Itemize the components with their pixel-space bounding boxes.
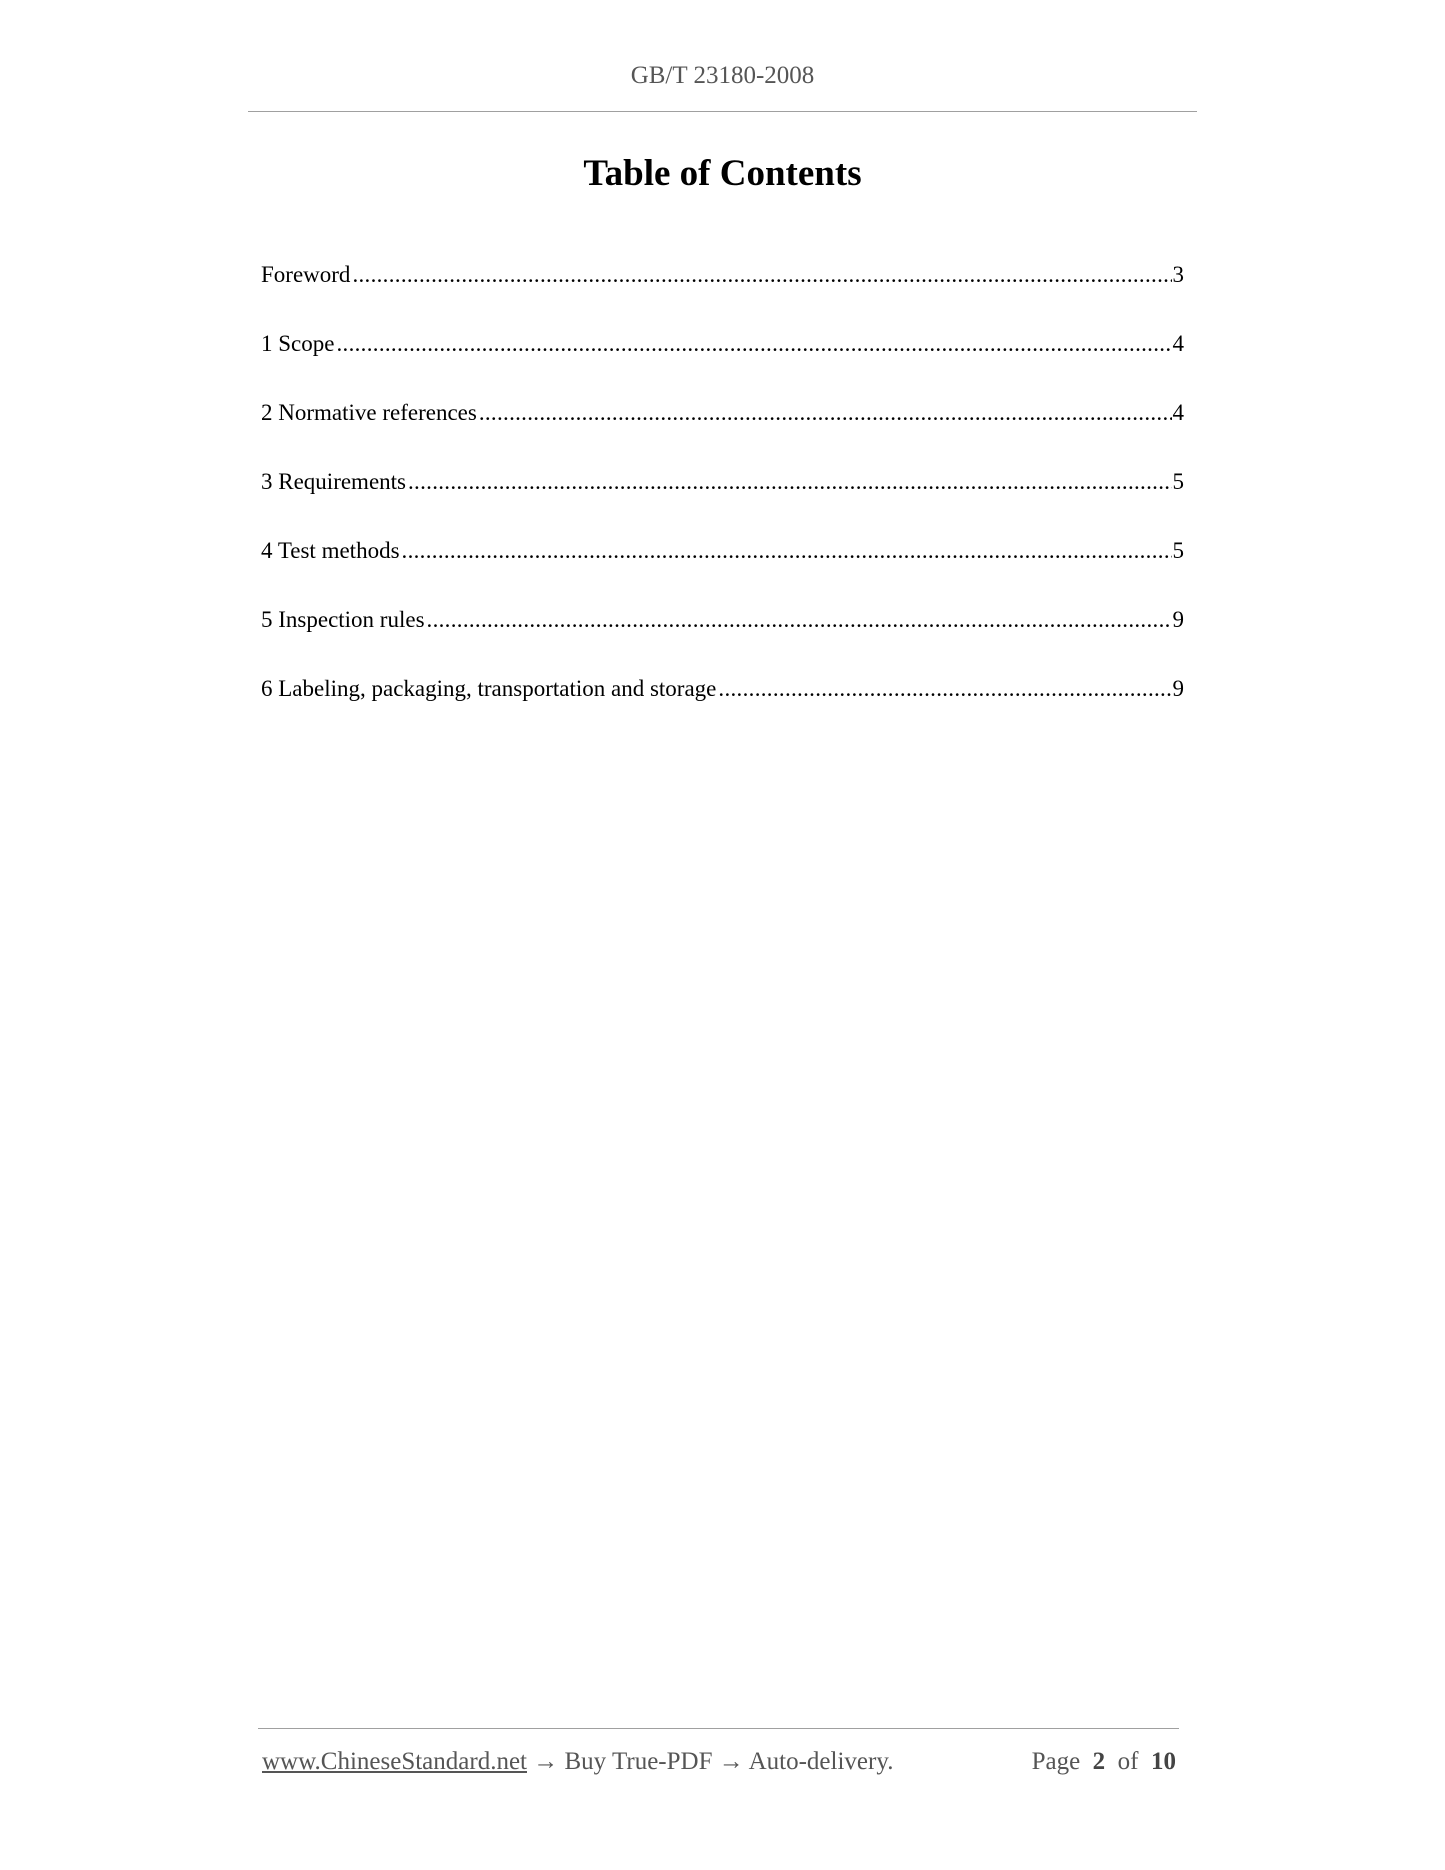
- page-title: Table of Contents: [583, 153, 862, 194]
- toc-entry-normative-references[interactable]: [261, 400, 1184, 469]
- delivery-text: Auto-delivery.: [748, 1748, 894, 1775]
- toc-entry-page: 4: [1172, 400, 1184, 425]
- toc-entry-label: 3 Requirements: [261, 469, 406, 494]
- toc-entry-page: 4: [1172, 331, 1184, 356]
- total-pages-number: 10: [1151, 1748, 1176, 1775]
- site-link[interactable]: www.ChineseStandard.net: [262, 1748, 527, 1775]
- toc-entry-page: 9: [1172, 676, 1184, 701]
- footer-promo: [262, 1748, 893, 1776]
- arrow-right-icon: →: [718, 1748, 744, 1775]
- toc-entry-foreword[interactable]: [261, 262, 1184, 331]
- header-divider: [248, 111, 1197, 112]
- toc-dot-leader: [479, 400, 1172, 426]
- toc-entry-page: 5: [1172, 538, 1184, 563]
- toc-entry-scope[interactable]: [261, 331, 1184, 400]
- toc-entry-page: 3: [1172, 262, 1184, 287]
- toc-entry-label: Foreword: [261, 262, 351, 287]
- page-word: Page: [1031, 1748, 1081, 1775]
- toc-entry-labeling-packaging[interactable]: [261, 676, 1184, 745]
- buy-text: Buy True-PDF: [564, 1748, 713, 1775]
- toc-entry-label: 2 Normative references: [261, 400, 477, 425]
- toc-dot-leader: [427, 607, 1172, 633]
- of-word: of: [1117, 1748, 1139, 1775]
- page-indicator: [1032, 1748, 1176, 1776]
- toc-entry-inspection-rules[interactable]: [261, 607, 1184, 676]
- toc-dot-leader: [352, 262, 1171, 288]
- footer-divider: [258, 1728, 1179, 1729]
- table-of-contents: [261, 262, 1184, 745]
- toc-dot-leader: [336, 331, 1171, 357]
- toc-entry-label: 4 Test methods: [261, 538, 400, 563]
- toc-entry-label: 6 Labeling, packaging, transportation and storage: [261, 676, 717, 701]
- toc-dot-leader: [718, 676, 1171, 702]
- toc-entry-label: 1 Scope: [261, 331, 335, 356]
- toc-dot-leader: [408, 469, 1172, 495]
- current-page-number: 2: [1092, 1748, 1106, 1775]
- toc-entry-page: 5: [1172, 469, 1184, 494]
- toc-entry-label: 5 Inspection rules: [261, 607, 425, 632]
- toc-entry-page: 9: [1172, 607, 1184, 632]
- page-footer: [262, 1748, 1176, 1776]
- toc-entry-test-methods[interactable]: [261, 538, 1184, 607]
- toc-dot-leader: [402, 538, 1172, 564]
- running-header: GB/T 23180-2008: [630, 62, 815, 89]
- arrow-right-icon: →: [533, 1748, 559, 1775]
- toc-entry-requirements[interactable]: [261, 469, 1184, 538]
